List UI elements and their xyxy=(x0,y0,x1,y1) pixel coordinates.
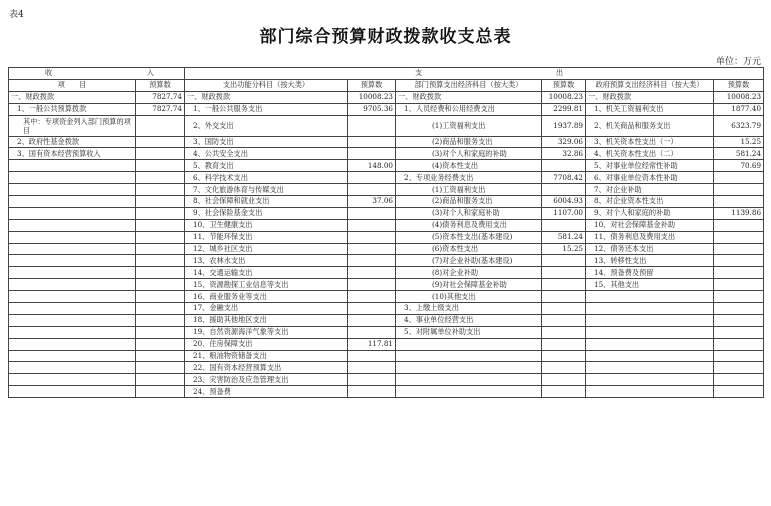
income-budget xyxy=(136,267,185,279)
dept-econ-budget xyxy=(542,350,586,362)
table-body xyxy=(9,91,764,397)
gov-econ-item: 10、对社会保障基金补助 xyxy=(586,219,714,231)
dept-econ-budget: 10008.23 xyxy=(542,91,586,103)
col-item: 项 目 xyxy=(9,79,136,91)
gov-econ-budget xyxy=(714,267,764,279)
dept-econ-budget: 6004.93 xyxy=(542,196,586,208)
table-row xyxy=(9,231,764,243)
gov-econ-budget xyxy=(714,279,764,291)
dept-econ-budget xyxy=(542,303,586,315)
table-row xyxy=(9,184,764,196)
dept-econ-budget: 32.86 xyxy=(542,148,586,160)
dept-econ-item: (10)其他支出 xyxy=(396,291,542,303)
income-group-left: 收 xyxy=(45,68,53,77)
func-budget xyxy=(348,326,396,338)
expend-group-left: 支 xyxy=(415,68,423,77)
func-budget xyxy=(348,243,396,255)
income-item xyxy=(9,350,136,362)
func-item: 12、城乡社区支出 xyxy=(185,243,348,255)
table-row xyxy=(9,91,764,103)
dept-econ-budget xyxy=(542,255,586,267)
dept-econ-item: 3、上缴上级支出 xyxy=(396,303,542,315)
dept-econ-budget: 1937.89 xyxy=(542,115,586,136)
func-item: 9、社会保险基金支出 xyxy=(185,207,348,219)
income-item xyxy=(9,291,136,303)
income-item xyxy=(9,172,136,184)
func-item: 21、粮油物资储备支出 xyxy=(185,350,348,362)
gov-econ-item xyxy=(586,291,714,303)
gov-econ-item: 12、债务还本支出 xyxy=(586,243,714,255)
dept-econ-budget xyxy=(542,362,586,374)
table-row xyxy=(9,255,764,267)
func-budget xyxy=(348,136,396,148)
dept-econ-item: 5、对附属单位补助支出 xyxy=(396,326,542,338)
func-item: 17、金融支出 xyxy=(185,303,348,315)
table-row xyxy=(9,303,764,315)
func-budget xyxy=(348,219,396,231)
dept-econ-budget xyxy=(542,184,586,196)
table-row xyxy=(9,196,764,208)
func-budget xyxy=(348,207,396,219)
func-item: 18、援助其他地区支出 xyxy=(185,314,348,326)
func-item: 11、节能环保支出 xyxy=(185,231,348,243)
dept-econ-item: (3)对个人和家庭补助 xyxy=(396,207,542,219)
income-item xyxy=(9,338,136,350)
dept-econ-item: 一、财政拨款 xyxy=(396,91,542,103)
income-budget: 7827.74 xyxy=(136,91,185,103)
income-budget xyxy=(136,386,185,398)
func-budget xyxy=(348,362,396,374)
dept-econ-budget xyxy=(542,374,586,386)
table-row xyxy=(9,267,764,279)
table-row xyxy=(9,172,764,184)
col-gov-econ: 政府预算支出经济科目（按大类） xyxy=(586,79,714,91)
income-budget xyxy=(136,231,185,243)
table-row xyxy=(9,326,764,338)
expend-group-header xyxy=(185,68,764,80)
func-item: 19、自然资源海洋气象等支出 xyxy=(185,326,348,338)
gov-econ-budget: 10008.23 xyxy=(714,91,764,103)
gov-econ-budget xyxy=(714,303,764,315)
dept-econ-item xyxy=(396,350,542,362)
income-budget xyxy=(136,374,185,386)
func-budget: 9705.36 xyxy=(348,103,396,115)
gov-econ-budget xyxy=(714,291,764,303)
dept-econ-budget: 15.25 xyxy=(542,243,586,255)
gov-econ-item xyxy=(586,386,714,398)
income-item: 一、财政拨款 xyxy=(9,91,136,103)
dept-econ-budget xyxy=(542,314,586,326)
table-row xyxy=(9,338,764,350)
gov-econ-budget: 1877.40 xyxy=(714,103,764,115)
income-budget xyxy=(136,303,185,315)
func-budget xyxy=(348,115,396,136)
dept-econ-item: (1)工资福利支出 xyxy=(396,184,542,196)
func-budget: 10008.23 xyxy=(348,91,396,103)
gov-econ-budget: 581.24 xyxy=(714,148,764,160)
gov-econ-budget xyxy=(714,255,764,267)
income-budget xyxy=(136,207,185,219)
income-item xyxy=(9,314,136,326)
gov-econ-budget: 6323.79 xyxy=(714,115,764,136)
table-row xyxy=(9,160,764,172)
func-budget xyxy=(348,184,396,196)
col-budget-gov: 预算数 xyxy=(714,79,764,91)
income-budget xyxy=(136,326,185,338)
gov-econ-budget xyxy=(714,350,764,362)
gov-econ-budget xyxy=(714,374,764,386)
dept-econ-budget xyxy=(542,338,586,350)
func-item: 13、农林水支出 xyxy=(185,255,348,267)
dept-econ-budget: 1107.00 xyxy=(542,207,586,219)
gov-econ-budget xyxy=(714,314,764,326)
col-budget-income: 预算数 xyxy=(136,79,185,91)
table-row xyxy=(9,314,764,326)
func-item: 24、预备费 xyxy=(185,386,348,398)
func-item: 22、国有资本经营预算支出 xyxy=(185,362,348,374)
func-budget: 148.00 xyxy=(348,160,396,172)
func-item: 15、资源勘探工业信息等支出 xyxy=(185,279,348,291)
gov-econ-budget xyxy=(714,243,764,255)
budget-table xyxy=(8,67,764,398)
dept-econ-item: (1)工资福利支出 xyxy=(396,115,542,136)
func-budget xyxy=(348,303,396,315)
income-item xyxy=(9,231,136,243)
func-budget xyxy=(348,148,396,160)
dept-econ-budget: 329.06 xyxy=(542,136,586,148)
dept-econ-item: (3)对个人和家庭的补助 xyxy=(396,148,542,160)
table-row xyxy=(9,386,764,398)
income-budget xyxy=(136,219,185,231)
gov-econ-budget: 1139.86 xyxy=(714,207,764,219)
dept-econ-budget xyxy=(542,279,586,291)
gov-econ-item: 1、机关工资福利支出 xyxy=(586,103,714,115)
func-item: 5、教育支出 xyxy=(185,160,348,172)
gov-econ-budget xyxy=(714,362,764,374)
func-budget xyxy=(348,291,396,303)
income-item xyxy=(9,267,136,279)
func-item: 23、灾害防治及应急管理支出 xyxy=(185,374,348,386)
func-budget xyxy=(348,374,396,386)
dept-econ-item: (9)对社会保障基金补助 xyxy=(396,279,542,291)
income-budget xyxy=(136,314,185,326)
dept-econ-item: (7)对企业补助(基本建设) xyxy=(396,255,542,267)
dept-econ-item xyxy=(396,362,542,374)
dept-econ-budget xyxy=(542,326,586,338)
income-budget: 7827.74 xyxy=(136,103,185,115)
table-row xyxy=(9,374,764,386)
income-budget xyxy=(136,255,185,267)
col-func: 支出功能分科目（按大类） xyxy=(185,79,348,91)
dept-econ-item: (2)商品和服务支出 xyxy=(396,196,542,208)
gov-econ-item xyxy=(586,362,714,374)
income-item xyxy=(9,374,136,386)
func-item: 8、社会保障和就业支出 xyxy=(185,196,348,208)
dept-econ-item: 4、事业单位经营支出 xyxy=(396,314,542,326)
func-item: 2、外交支出 xyxy=(185,115,348,136)
func-budget xyxy=(348,231,396,243)
expend-group-right: 出 xyxy=(555,68,564,77)
func-budget xyxy=(348,314,396,326)
column-header-row xyxy=(9,79,764,91)
income-item xyxy=(9,255,136,267)
func-item: 1、一般公共服务支出 xyxy=(185,103,348,115)
gov-econ-item: 9、对个人和家庭的补助 xyxy=(586,207,714,219)
func-budget xyxy=(348,279,396,291)
dept-econ-item xyxy=(396,374,542,386)
dept-econ-item: (6)资本性支出 xyxy=(396,243,542,255)
gov-econ-budget xyxy=(714,219,764,231)
dept-econ-item xyxy=(396,338,542,350)
income-item: 其中：专项资金列入部门预算的项目 xyxy=(9,115,136,136)
income-budget xyxy=(136,160,185,172)
income-budget xyxy=(136,148,185,160)
func-item: 10、卫生健康支出 xyxy=(185,219,348,231)
col-dept-econ: 部门预算支出经济科目（按大类） xyxy=(396,79,542,91)
gov-econ-item xyxy=(586,303,714,315)
col-budget-func: 预算数 xyxy=(348,79,396,91)
income-budget xyxy=(136,243,185,255)
dept-econ-budget xyxy=(542,291,586,303)
func-budget xyxy=(348,386,396,398)
func-item: 16、商业服务业等支出 xyxy=(185,291,348,303)
page-title: 部门综合预算财政拨款收支总表 xyxy=(259,27,512,47)
income-item xyxy=(9,362,136,374)
income-budget xyxy=(136,115,185,136)
dept-econ-budget xyxy=(542,267,586,279)
gov-econ-budget xyxy=(714,326,764,338)
income-budget xyxy=(136,136,185,148)
income-item xyxy=(9,219,136,231)
income-budget xyxy=(136,291,185,303)
dept-econ-item: (5)资本性支出(基本建设) xyxy=(396,231,542,243)
table-row xyxy=(9,115,764,136)
gov-econ-item: 5、对事业单位经常性补助 xyxy=(586,160,714,172)
table-row xyxy=(9,207,764,219)
gov-econ-budget: 70.69 xyxy=(714,160,764,172)
func-budget: 117.81 xyxy=(348,338,396,350)
func-item: 7、文化旅游体育与传媒支出 xyxy=(185,184,348,196)
dept-econ-budget: 581.24 xyxy=(542,231,586,243)
col-budget-dept: 预算数 xyxy=(542,79,586,91)
income-item xyxy=(9,243,136,255)
gov-econ-item: 2、机关商品和服务支出 xyxy=(586,115,714,136)
income-item xyxy=(9,303,136,315)
income-item xyxy=(9,184,136,196)
table-row xyxy=(9,362,764,374)
gov-econ-budget xyxy=(714,231,764,243)
table-row xyxy=(9,279,764,291)
gov-econ-item: 7、对企业补助 xyxy=(586,184,714,196)
dept-econ-item xyxy=(396,386,542,398)
income-item: 2、政府性基金拨款 xyxy=(9,136,136,148)
gov-econ-budget xyxy=(714,338,764,350)
gov-econ-item xyxy=(586,350,714,362)
income-budget xyxy=(136,362,185,374)
dept-econ-item: 2、专项业务经费支出 xyxy=(396,172,542,184)
income-item xyxy=(9,386,136,398)
dept-econ-item: 1、人员经费和公用经费支出 xyxy=(396,103,542,115)
income-budget xyxy=(136,279,185,291)
gov-econ-item: 13、转移性支出 xyxy=(586,255,714,267)
income-group-right: 入 xyxy=(146,68,154,77)
func-budget xyxy=(348,350,396,362)
gov-econ-item: 一、财政拨款 xyxy=(586,91,714,103)
func-item: 6、科学技术支出 xyxy=(185,172,348,184)
gov-econ-item: 11、债务利息及费用支出 xyxy=(586,231,714,243)
group-header-row xyxy=(9,68,764,80)
dept-econ-item: (4)资本性支出 xyxy=(396,160,542,172)
table-row xyxy=(9,103,764,115)
page-label: 表4 xyxy=(9,10,24,20)
income-budget xyxy=(136,350,185,362)
income-budget xyxy=(136,172,185,184)
func-item: 一、财政拨款 xyxy=(185,91,348,103)
income-budget xyxy=(136,184,185,196)
gov-econ-item: 15、其他支出 xyxy=(586,279,714,291)
table-row xyxy=(9,148,764,160)
dept-econ-item: (2)商品和服务支出 xyxy=(396,136,542,148)
dept-econ-item: (4)债务利息及费用支出 xyxy=(396,219,542,231)
func-item: 14、交通运输支出 xyxy=(185,267,348,279)
gov-econ-item: 4、机关资本性支出（二） xyxy=(586,148,714,160)
func-budget xyxy=(348,267,396,279)
gov-econ-item xyxy=(586,374,714,386)
func-budget: 37.06 xyxy=(348,196,396,208)
func-budget xyxy=(348,255,396,267)
unit-label: 单位：万元 xyxy=(715,57,761,67)
income-budget xyxy=(136,196,185,208)
income-item: 3、国有资本经营预算收入 xyxy=(9,148,136,160)
func-item: 20、住房保障支出 xyxy=(185,338,348,350)
func-item: 4、公共安全支出 xyxy=(185,148,348,160)
gov-econ-budget xyxy=(714,184,764,196)
income-item xyxy=(9,160,136,172)
dept-econ-budget: 2299.81 xyxy=(542,103,586,115)
dept-econ-budget xyxy=(542,219,586,231)
dept-econ-budget xyxy=(542,386,586,398)
gov-econ-budget: 15.25 xyxy=(714,136,764,148)
dept-econ-budget xyxy=(542,160,586,172)
gov-econ-item: 14、预备费及预留 xyxy=(586,267,714,279)
income-item: 1、一般公共预算拨款 xyxy=(9,103,136,115)
table-row xyxy=(9,219,764,231)
dept-econ-item: (8)对企业补助 xyxy=(396,267,542,279)
gov-econ-item: 6、对事业单位资本性补助 xyxy=(586,172,714,184)
gov-econ-item xyxy=(586,326,714,338)
income-item xyxy=(9,279,136,291)
gov-econ-budget xyxy=(714,196,764,208)
gov-econ-item: 8、对企业资本性支出 xyxy=(586,196,714,208)
income-group-header xyxy=(9,68,185,80)
gov-econ-budget xyxy=(714,172,764,184)
gov-econ-budget xyxy=(714,386,764,398)
income-item xyxy=(9,196,136,208)
income-item xyxy=(9,326,136,338)
income-budget xyxy=(136,338,185,350)
gov-econ-item xyxy=(586,338,714,350)
func-budget xyxy=(348,172,396,184)
gov-econ-item: 3、机关资本性支出（一） xyxy=(586,136,714,148)
income-item xyxy=(9,207,136,219)
table-row xyxy=(9,350,764,362)
gov-econ-item xyxy=(586,314,714,326)
dept-econ-budget: 7708.42 xyxy=(542,172,586,184)
table-row xyxy=(9,243,764,255)
func-item: 3、国防支出 xyxy=(185,136,348,148)
table-row xyxy=(9,291,764,303)
table-row xyxy=(9,136,764,148)
